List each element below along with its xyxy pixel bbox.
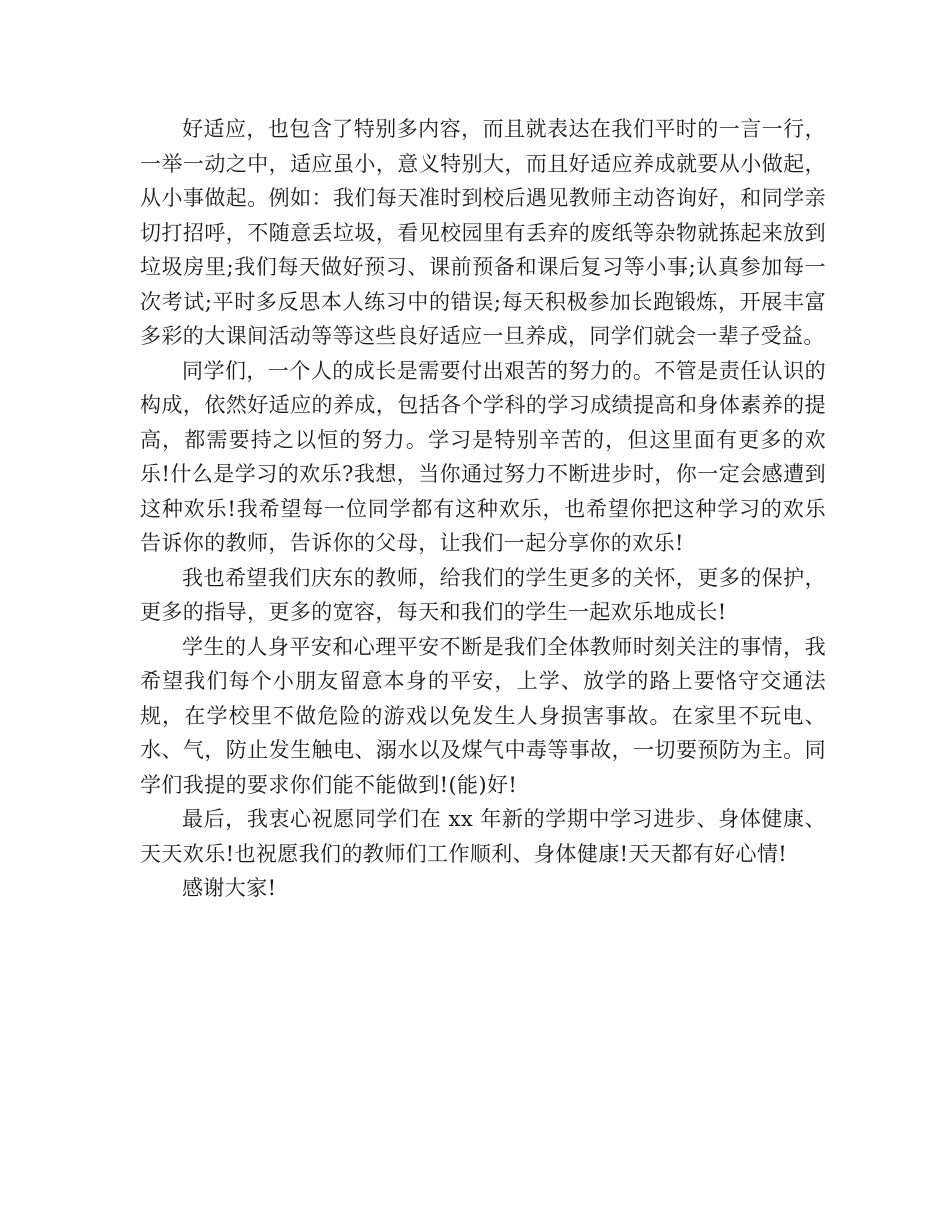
paragraph-habits: 好适应，也包含了特别多内容，而且就表达在我们平时的一言一行，一举一动之中，适应虽小，意义特别大，而且好适应养成就要从小做起，从小事做起。例如：我们每天准时到校后遇见教师主动咨询好，和同学亲切打招呼，不随意丢垃圾，看见校园里有丢弃的废纸等杂物就拣起来放到垃圾房里;我们每天做好预习、课前预备和课后复习等小事;认真参加每一次考试;平时多反思本人练习中的错误;每天积极参加长跑锻炼，开展丰富多彩的大课间活动等等这些良好适应一旦养成，同学们就会一辈子受益。 [140,117,826,348]
document-body [140,112,826,906]
paragraph-thanks: 感谢大家! [182,876,277,900]
paragraph-teachers: 我也希望我们庆东的教师，给我们的学生更多的关怀，更多的保护，更多的指导，更多的宽容，每天和我们的学生一起欢乐地成长! [140,565,826,624]
paragraph-safety: 学生的人身平安和心理平安不断是我们全体教师时刻关注的事情，我希望我们每个小朋友留意本身的平安，上学、放学的路上要恪守交通法规，在学校里不做危险的游戏以免发生人身损害事故。在家里不玩电、水、气，防止发生触电、溺水以及煤气中毒等事故，一切要预防为主。同学们我提的要求你们能不能做到!(能)好! [140,634,826,797]
paragraph-effort: 同学们，一个人的成长是需要付出艰苦的努力的。不管是责任认识的构成，依然好适应的养成，包括各个学科的学习成绩提高和身体素养的提高，都需要持之以恒的努力。学习是特别辛苦的，但这里面有更多的欢乐!什么是学习的欢乐?我想，当你通过努力不断进步时，你一定会感遭到这种欢乐!我希望每一位同学都有这种欢乐，也希望你把这种学习的欢乐告诉你的教师，告诉你的父母，让我们一起分享你的欢乐! [140,358,826,555]
paragraph-wishes: 最后，我衷心祝愿同学们在 xx 年新的学期中学习进步、身体健康、天天欢乐!也祝愿我们的教师们工作顺利、身体健康!天天都有好心情! [140,807,826,866]
